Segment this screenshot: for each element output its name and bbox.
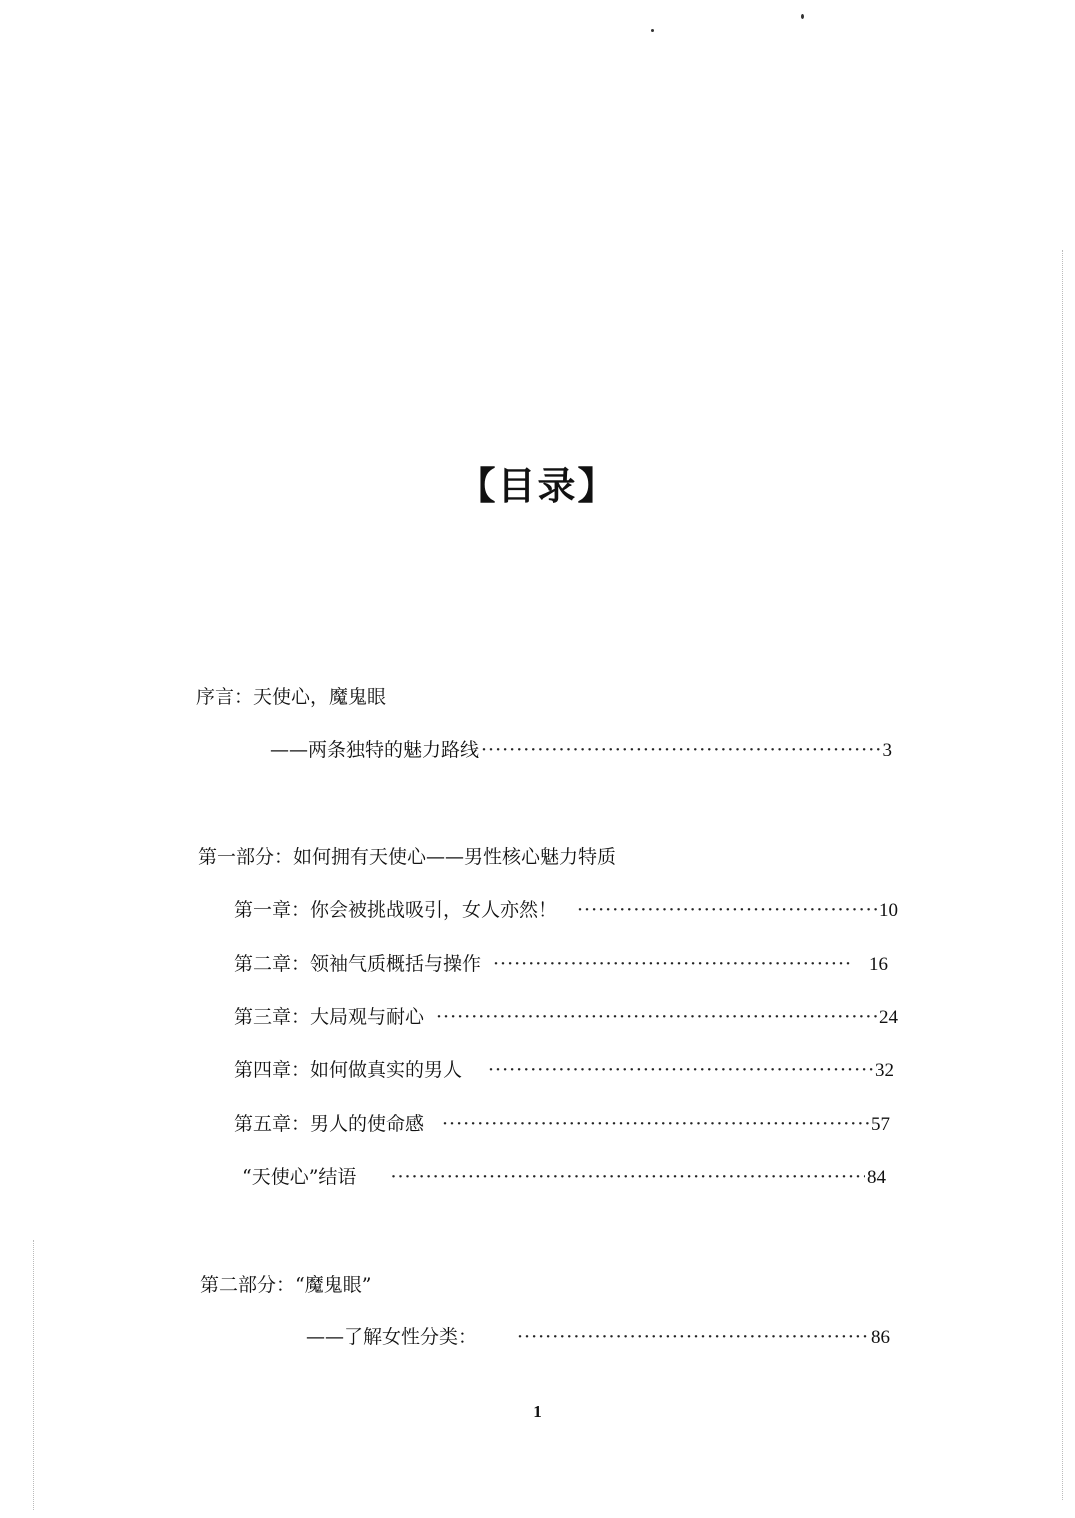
toc-entry-label: 第五章：男人的使命感 xyxy=(234,1113,425,1135)
toc-page-number: 3 xyxy=(882,740,892,761)
toc-page-number: 24 xyxy=(879,1007,898,1028)
dot-leader xyxy=(493,951,853,977)
toc-entry-label: “天使心”结语 xyxy=(242,1166,357,1188)
toc-entry-preface[interactable] xyxy=(270,737,892,764)
page-number: 1 xyxy=(533,1402,542,1421)
toc-entry-label: 第四章：如何做真实的男人 xyxy=(234,1059,463,1081)
scan-speck xyxy=(801,14,804,19)
scan-edge-line xyxy=(33,1240,35,1510)
toc-entry-chapter-5[interactable] xyxy=(234,1111,890,1138)
toc-page-number: 32 xyxy=(875,1060,894,1081)
dot-leader xyxy=(488,1057,873,1083)
toc-page-number: 16 xyxy=(869,954,888,975)
scan-speck xyxy=(651,29,654,32)
toc-entry-label: 第一章：你会被挑战吸引，女人亦然！ xyxy=(234,899,558,921)
page-title: 【目录】 xyxy=(457,464,618,508)
toc-entry-chapter-2[interactable] xyxy=(234,951,888,978)
dot-leader xyxy=(577,897,877,923)
toc-entry-label: ——两条独特的魅力路线 xyxy=(270,739,480,761)
dot-leader xyxy=(481,737,880,763)
toc-entry-angel-conclusion[interactable] xyxy=(242,1164,886,1191)
toc-entry-part2[interactable] xyxy=(306,1324,890,1351)
toc-entry-label: 第二章：领袖气质概括与操作 xyxy=(234,953,482,975)
part1-heading: 第一部分：如何拥有天使心——男性核心魅力特质 xyxy=(198,846,617,868)
toc-page-number: 86 xyxy=(871,1327,890,1348)
dot-leader xyxy=(442,1111,869,1137)
toc-page-number: 10 xyxy=(879,900,898,921)
toc-entry-chapter-1[interactable] xyxy=(234,897,898,924)
toc-entry-chapter-4[interactable] xyxy=(234,1057,894,1084)
toc-entry-label: ——了解女性分类： xyxy=(306,1326,478,1348)
toc-page-number: 57 xyxy=(871,1114,890,1135)
toc-entry-chapter-3[interactable] xyxy=(234,1004,898,1031)
toc-page-number: 84 xyxy=(867,1167,886,1188)
toc-entry-label: 第三章：大局观与耐心 xyxy=(234,1006,425,1028)
dot-leader xyxy=(517,1324,869,1350)
dot-leader xyxy=(390,1164,865,1190)
dot-leader xyxy=(436,1004,877,1030)
preface-heading: 序言：天使心，魔鬼眼 xyxy=(196,686,387,708)
part2-heading: 第二部分：“魔鬼眼” xyxy=(200,1274,372,1296)
scan-edge-line xyxy=(1062,250,1064,1500)
